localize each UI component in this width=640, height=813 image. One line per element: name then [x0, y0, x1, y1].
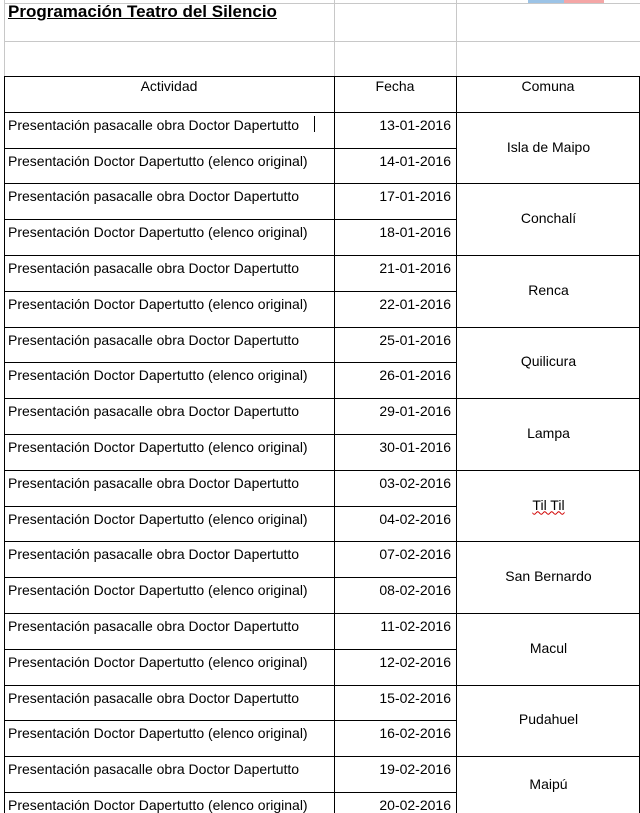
- date-cell: 26-01-2016: [379, 367, 451, 384]
- corner-chip-red: [564, 0, 604, 3]
- comuna-label: San Bernardo: [505, 568, 592, 585]
- date-cell: 17-01-2016: [379, 188, 451, 205]
- row-border: [4, 685, 640, 686]
- row-border: [4, 577, 456, 578]
- comuna-label: Pudahuel: [518, 711, 579, 728]
- comuna-label: Til Til: [532, 496, 565, 513]
- comuna-label: Lampa: [527, 425, 570, 441]
- activity-cell: Presentación pasacalle obra Doctor Dapertutto: [8, 546, 300, 563]
- activity-cell: Presentación pasacalle obra Doctor Dapertutto: [8, 689, 300, 706]
- activity-cell: Presentación pasacalle obra Doctor Dapertutto: [8, 260, 300, 276]
- date-cell: 22-01-2016: [379, 295, 451, 312]
- row-border: [4, 255, 640, 256]
- row-border: [4, 434, 456, 435]
- comuna-cell: [457, 353, 640, 369]
- grid-line: [4, 41, 640, 42]
- date-cell: 29-01-2016: [379, 403, 451, 420]
- row-border: [4, 148, 456, 149]
- column-border: [4, 76, 5, 813]
- activity-cell: Presentación Doctor Dapertutto (elenco original): [8, 510, 308, 527]
- date-cell: 20-02-2016: [379, 797, 451, 813]
- row-border: [4, 470, 640, 471]
- grid-line: [456, 0, 457, 76]
- header-comuna: Comuna: [521, 78, 575, 94]
- header-activity: Actividad: [140, 78, 198, 94]
- activity-cell: Presentación pasacalle obra Doctor Dapertutto: [8, 618, 300, 634]
- row-border: [4, 362, 456, 363]
- row-border: [4, 398, 640, 399]
- date-cell: 11-02-2016: [380, 618, 451, 634]
- row-border: [4, 613, 640, 614]
- comuna-cell: [457, 568, 640, 584]
- row-border: [4, 183, 640, 184]
- row-border: [4, 291, 456, 292]
- activity-cell: Presentación pasacalle obra Doctor Dapertutto: [8, 474, 300, 491]
- comuna-cell: [457, 776, 640, 792]
- comuna-label: Conchalí: [520, 210, 577, 227]
- activity-cell: Presentación pasacalle obra Doctor Dapertutto: [8, 116, 300, 133]
- activity-cell: Presentación Doctor Dapertutto (elenco original): [8, 653, 308, 670]
- date-cell: 12-02-2016: [379, 653, 451, 670]
- header-date: Fecha: [375, 78, 415, 94]
- grid-line: [334, 0, 335, 76]
- row-border: [4, 112, 640, 113]
- activity-cell: Presentación Doctor Dapertutto (elenco original): [8, 725, 308, 742]
- comuna-cell: [457, 282, 640, 298]
- activity-cell: Presentación Doctor Dapertutto (elenco original): [8, 152, 308, 169]
- date-cell: 15-02-2016: [379, 689, 451, 706]
- comuna-label: Isla de Maipo: [506, 138, 591, 155]
- row-border: [4, 506, 456, 507]
- comuna-cell: [457, 425, 640, 441]
- comuna-cell: [457, 139, 640, 155]
- row-border: [4, 756, 640, 757]
- row-border: [4, 720, 456, 721]
- activity-cell: Presentación pasacalle obra Doctor Dapertutto: [8, 761, 300, 778]
- date-cell: 03-02-2016: [379, 474, 451, 491]
- comuna-cell: [457, 640, 640, 656]
- grid-line: [4, 0, 5, 76]
- date-cell: 25-01-2016: [379, 331, 451, 348]
- comuna-label: Renca: [528, 281, 569, 298]
- comuna-label: Quilicura: [520, 353, 577, 370]
- row-border: [4, 76, 640, 77]
- corner-chip-blue: [528, 0, 564, 3]
- row-border: [4, 541, 640, 542]
- column-border: [456, 76, 457, 813]
- date-cell: 16-02-2016: [379, 725, 451, 742]
- activity-cell: Presentación Doctor Dapertutto (elenco original): [8, 797, 308, 813]
- row-border: [4, 327, 640, 328]
- date-cell: 08-02-2016: [379, 582, 451, 599]
- date-cell: 18-01-2016: [379, 224, 451, 241]
- comuna-cell: [457, 497, 640, 513]
- activity-cell: Presentación pasacalle obra Doctor Dapertutto: [8, 188, 300, 205]
- row-border: [4, 792, 456, 793]
- comuna-cell: [457, 210, 640, 226]
- row-border: [4, 219, 456, 220]
- text-cursor: [314, 116, 315, 132]
- activity-cell: Presentación Doctor Dapertutto (elenco original): [8, 367, 308, 384]
- date-cell: 30-01-2016: [379, 439, 451, 455]
- activity-cell: Presentación Doctor Dapertutto (elenco original): [8, 582, 308, 599]
- date-cell: 14-01-2016: [379, 152, 451, 169]
- comuna-label: Maipú: [529, 775, 568, 792]
- date-cell: 04-02-2016: [379, 510, 451, 527]
- activity-cell: Presentación pasacalle obra Doctor Dapertutto: [8, 331, 300, 348]
- comuna-cell: [457, 711, 640, 727]
- activity-cell: Presentación Doctor Dapertutto (elenco original): [8, 295, 308, 312]
- row-border: [4, 649, 456, 650]
- comuna-label: Macul: [529, 639, 568, 656]
- date-cell: 13-01-2016: [379, 116, 451, 133]
- activity-cell: Presentación Doctor Dapertutto (elenco original): [8, 439, 308, 455]
- date-cell: 07-02-2016: [379, 546, 451, 563]
- date-cell: 19-02-2016: [379, 761, 451, 778]
- date-cell: 21-01-2016: [379, 260, 451, 276]
- activity-cell: Presentación pasacalle obra Doctor Dapertutto: [8, 403, 300, 420]
- activity-cell: Presentación Doctor Dapertutto (elenco original): [8, 224, 308, 241]
- document-title: Programación Teatro del Silencio: [8, 2, 277, 21]
